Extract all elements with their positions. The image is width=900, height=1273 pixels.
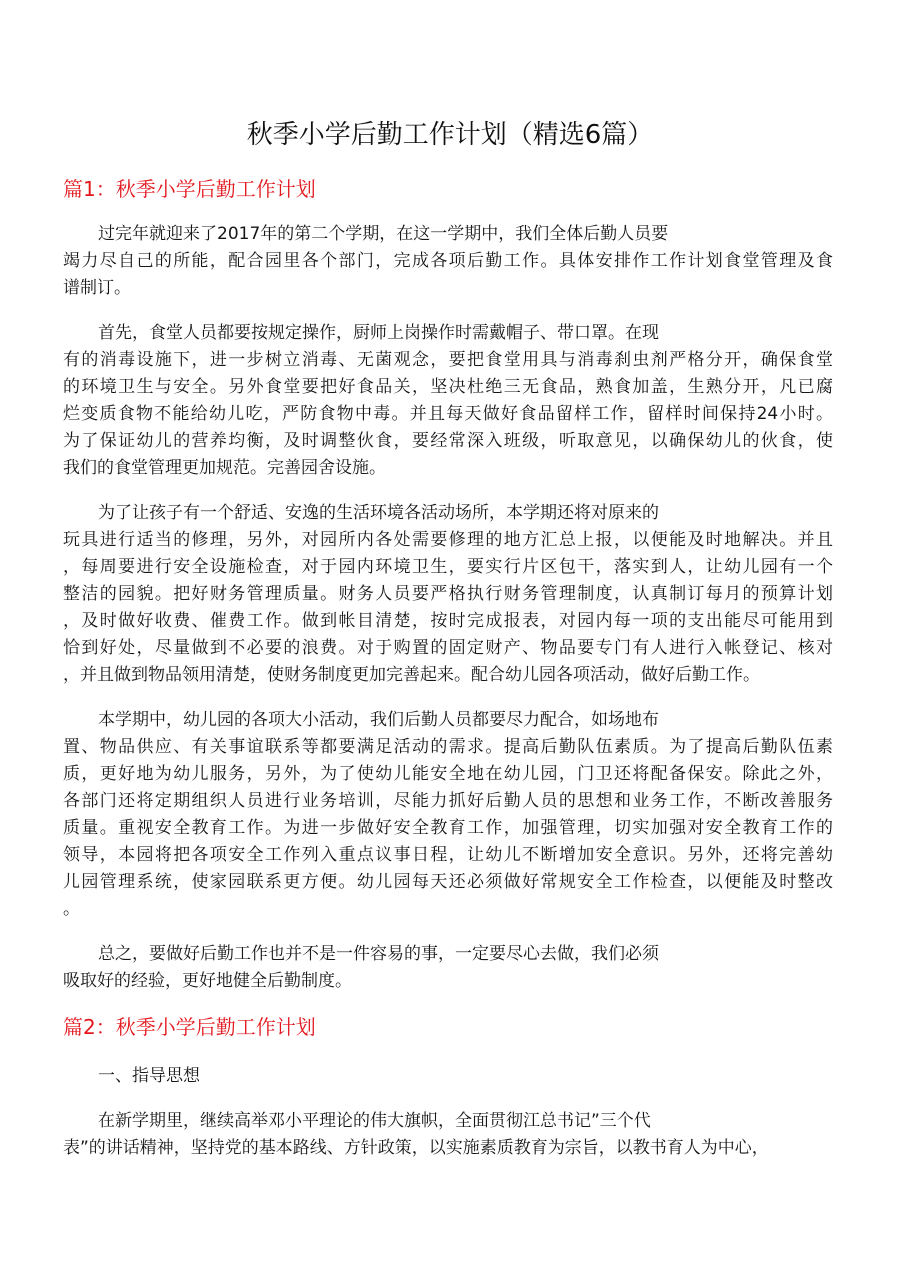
text-line: 玩具进行适当的修理，另外，对园所内各处需要修理的地方汇总上报，以便能及时地解决。并且 (63, 530, 833, 550)
text-line: 表”的讲话精神，坚持党的基本路线、方针政策，以实施素质教育为宗旨，以教书育人为中心， (63, 1138, 769, 1158)
text-line: 有的消毒设施下，进一步树立消毒、无菌观念，要把食堂用具与消毒刹虫剂严格分开，确保食堂 (63, 350, 833, 370)
text-line: 恰到好处，尽量做到不必要的浪费。对于购置的固定财产、物品要专门有人进行入帐登记、核对 (63, 638, 833, 658)
paragraph (63, 941, 833, 995)
text-line: 整洁的园貌。把好财务管理质量。财务人员要严格执行财务管理制度，认真制订每月的预算计划 (63, 584, 833, 604)
text-line: 吸取好的经验，更好地健全后勤制度。 (63, 971, 352, 991)
text-line: 过完年就迎来了2017年的第二个学期，在这一学期中，我们全体后勤人员要 (98, 224, 669, 244)
paragraph (63, 221, 833, 302)
text-line: 各部门还将定期组织人员进行业务培训，尽能力抓好后勤人员的思想和业务工作，不断改善服务 (63, 791, 833, 811)
text-line: 的环境卫生与安全。另外食堂要把好食品关，坚决杜绝三无食品，熟食加盖，生熟分开，凡已腐 (63, 377, 833, 397)
text-line: 质量。重视安全教育工作。为进一步做好安全教育工作，加强管理，切实加强对安全教育工作的 (63, 818, 833, 838)
document-title: 秋季小学后勤工作计划（精选6篇） (246, 120, 654, 150)
text-line: 谱制订。 (63, 278, 131, 298)
text-line: 在新学期里，继续高举邓小平理论的伟大旗帜，全面贯彻江总书记”三个代 (98, 1111, 651, 1131)
text-line: 烂变质食物不能给幼儿吃，严防食物中毒。并且每天做好食品留样工作，留样时间保持24小时。 (63, 404, 833, 424)
section-heading-1: 篇1：秋季小学后勤工作计划 (63, 177, 316, 201)
text-line: 为了让孩子有一个舒适、安逸的生活环境各活动场所，本学期还将对原来的 (98, 503, 659, 523)
text-line: ，并且做到物品领用清楚，使财务制度更加完善起来。配合幼儿园各项活动，做好后勤工作。 (63, 665, 760, 685)
text-line: 领导，本园将把各项安全工作列入重点议事日程，让幼儿不断增加安全意识。另外，还将完善幼 (63, 845, 833, 865)
text-line: ，每周要进行安全设施检查，对于园内环境卫生，要实行片区包干，落实到人，让幼儿园有一个 (63, 557, 833, 577)
text-line: 质，更好地为幼儿服务，另外，为了使幼儿能安全地在幼儿园，门卫还将配备保安。除此之外， (63, 764, 833, 784)
text-line: 儿园管理系统，使家园联系更方便。幼儿园每天还必须做好常规安全工作检查，以便能及时整改 (63, 872, 833, 892)
section-heading-2: 篇2：秋季小学后勤工作计划 (63, 1015, 316, 1039)
text-line: ，及时做好收费、催费工作。做到帐目清楚，按时完成报表，对园内每一项的支出能尽可能用到 (63, 611, 833, 631)
paragraph (63, 320, 833, 482)
paragraph (63, 1108, 833, 1162)
subheading-paragraph (63, 1063, 833, 1090)
paragraph (63, 707, 833, 923)
text-line: 本学期中，幼儿园的各项大小活动，我们后勤人员都要尽力配合，如场地布 (98, 710, 659, 730)
text-line: 置、物品供应、有关事谊联系等都要满足活动的需求。提高后勤队伍素质。为了提高后勤队伍素 (63, 737, 833, 757)
text-line: 一、指导思想 (98, 1066, 200, 1086)
text-line: 我们的食堂管理更加规范。完善园舍设施。 (63, 458, 386, 478)
text-line: 首先，食堂人员都要按规定操作，厨师上岗操作时需戴帽子、带口罩。在现 (98, 323, 659, 343)
text-line: 竭力尽自己的所能，配合园里各个部门，完成各项后勤工作。具体安排作工作计划食堂管理及食 (63, 251, 833, 271)
text-line: 为了保证幼儿的营养均衡，及时调整伙食，要经常深入班级，听取意见，以确保幼儿的伙食，使 (63, 431, 833, 451)
text-line: 。 (63, 899, 80, 919)
text-line: 总之，要做好后勤工作也并不是一件容易的事，一定要尽心去做，我们必须 (98, 944, 659, 964)
paragraph (63, 500, 833, 689)
